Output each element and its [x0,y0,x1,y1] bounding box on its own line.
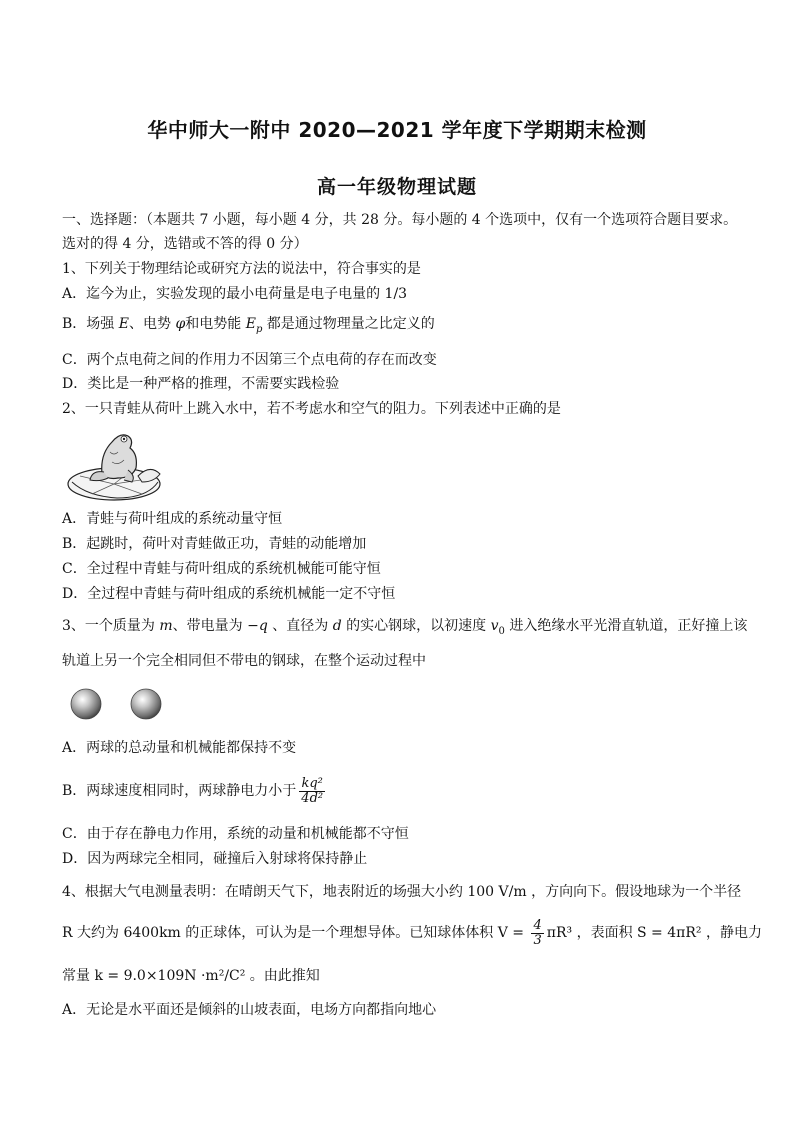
q3-stem-mid3: 的实心钢球，以初速度 [341,618,491,634]
q1-b-mid1: 、电势 [128,316,176,332]
section-heading-line2: 选对的得 4 分，选错或不答的得 0 分） [62,236,308,252]
q1-b-pre: B．场强 [62,316,119,332]
q1-option-d: D．类比是一种严格的推理，不需要实践检验 [62,376,340,392]
q2-option-c: C．全过程中青蛙与荷叶组成的系统机械能可能守恒 [62,561,381,577]
q3-b-num: kq² [299,777,325,792]
q3-option-a: A．两球的总动量和机械能都保持不变 [62,740,297,756]
q3-stem-mid1: 、带电量为 − [172,618,259,634]
q3-stem-post: 进入绝缘水平光滑直轨道，正好撞上该 [504,618,748,634]
q3-m: m [159,618,173,634]
q3-b-fraction [299,777,325,806]
q3-v: v [490,618,499,634]
q2-option-a: A．青蛙与荷叶组成的系统动量守恒 [62,511,283,527]
q4-line2-post: πR³ ，表面积 S = 4πR² ，静电力 [546,925,762,941]
steel-ball-right [131,689,161,719]
q1-b-p: p [255,323,263,335]
q3-stem-line2: 轨道上另一个完全相同但不带电的钢球，在整个运动过程中 [62,653,426,669]
q3-option-c: C．由于存在静电力作用，系统的动量和机械能都不守恒 [62,826,409,842]
q3-b-pre: B．两球速度相同时，两球静电力小于 [62,783,297,799]
exam-title: 华中师大一附中 2020—2021 学年度下学期期末检测 [147,118,647,142]
q4-line3: 常量 k = 9.0×109N ·m²/C² 。由此推知 [62,968,320,984]
q4-den: 3 [533,932,542,948]
q4-fraction [531,919,543,948]
section-heading-line1: 一、选择题：（本题共 7 小题，每小题 4 分，共 28 分。每小题的 4 个选项中，仅有一个选项符合题目要求。 [62,212,738,228]
q1-b-post: 都是通过物理量之比定义的 [262,316,435,332]
q1-b-phi: φ [175,316,186,332]
steel-ball-left [71,689,101,719]
two-steel-balls-figure [66,684,166,724]
q2-option-d: D．全过程中青蛙与荷叶组成的系统机械能一定不守恒 [62,586,396,602]
q4-option-a: A．无论是水平面还是倾斜的山坡表面，电场方向都指向地心 [62,1002,437,1018]
q3-option-b [62,774,742,808]
q3-v-sub: 0 [498,625,505,637]
q1-b-Ep: E [245,316,256,332]
q4-line1: 4、根据大气电测量表明：在晴朗天气下，地表附近的场强大小约 100 V/m ，方向向下。假设地球为一个半径 [62,884,742,900]
q2-option-b: B．起跳时，荷叶对青蛙做正功，青蛙的动能增加 [62,536,367,552]
frog-on-lotus-leaf-figure [62,424,172,506]
q3-option-d: D．因为两球完全相同，碰撞后入射球将保持静止 [62,851,368,867]
q1-b-mid2: 和电势能 [185,316,246,332]
q3-d: d [332,618,342,634]
q1-option-b [62,314,742,340]
q1-stem: 1、下列关于物理结论或研究方法的说法中，符合事实的是 [62,261,421,277]
q2-stem: 2、一只青蛙从荷叶上跳入水中，若不考虑水和空气的阻力。下列表述中正确的是 [62,401,561,417]
q4-line2 [62,916,762,950]
q1-option-a: A．迄今为止，实验发现的最小电荷量是电子电量的 1/3 [62,286,408,302]
q3-b-den: 4d² [301,790,324,806]
q3-q: q [258,618,268,634]
q1-b-E: E [118,316,129,332]
exam-subtitle: 高一年级物理试题 [316,176,477,198]
q3-stem-pre: 3、一个质量为 [62,618,160,634]
q4-line2-pre: R 大约为 6400km 的正球体，可认为是一个理想导体。已知球体体积 V = [62,925,529,941]
q4-num: 4 [533,917,542,933]
q1-option-c: C．两个点电荷之间的作用力不因第三个点电荷的存在而改变 [62,352,437,368]
q3-stem-mid2: 、直径为 [267,618,333,634]
q3-stem-line1 [62,616,748,642]
